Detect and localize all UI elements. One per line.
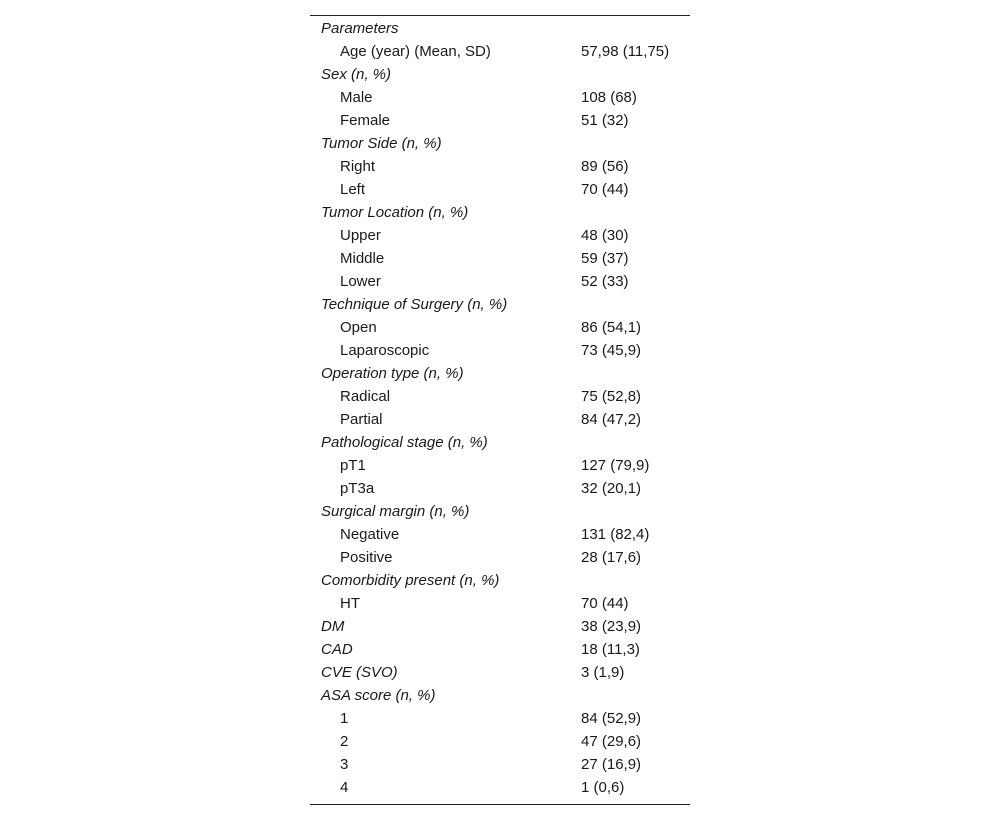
row-label: HT [340, 595, 360, 612]
row-label: 2 [340, 733, 349, 750]
row-value: 89 (56) [581, 158, 629, 175]
row-label: Partial [340, 411, 383, 428]
table-row [310, 339, 690, 362]
table-row [310, 730, 690, 753]
row-value: 73 (45,9) [581, 342, 642, 359]
table-row [310, 523, 690, 546]
row-value: 127 (79,9) [581, 457, 650, 474]
row-label: Radical [340, 388, 391, 405]
row-label: Age (year) (Mean, SD) [340, 43, 491, 60]
row-label: Lower [340, 273, 381, 290]
table-row [310, 86, 690, 109]
row-value: 18 (11,3) [581, 641, 640, 658]
row-label: Technique of Surgery (n, %) [321, 296, 508, 313]
row-value: 28 (17,6) [581, 549, 642, 566]
row-label: Surgical margin (n, %) [321, 503, 470, 520]
row-value [581, 431, 690, 454]
row-value: 48 (30) [581, 227, 629, 244]
row-label: DM [321, 618, 345, 635]
row-label: Operation type (n, %) [321, 365, 464, 382]
table-row [310, 408, 690, 431]
row-label: pT3a [340, 480, 375, 497]
table-row [310, 477, 690, 500]
row-label: Comorbidity present (n, %) [321, 572, 500, 589]
table-row [310, 40, 690, 63]
row-value [581, 569, 690, 592]
table-row [310, 707, 690, 730]
row-label: Negative [340, 526, 400, 543]
table-section-row [310, 684, 690, 707]
row-label: Pathological stage (n, %) [321, 434, 488, 451]
row-label: Laparoscopic [340, 342, 430, 359]
table-section-row [310, 638, 690, 661]
table-row [310, 592, 690, 615]
table-section-row [310, 201, 690, 224]
row-value [581, 132, 690, 155]
table-section-row [310, 661, 690, 684]
table-row [310, 454, 690, 477]
row-value: 86 (54,1) [581, 319, 642, 336]
row-label: 3 [340, 756, 349, 773]
row-value: 70 (44) [581, 595, 629, 612]
row-label: Sex (n, %) [321, 66, 392, 83]
row-label: Right [340, 158, 376, 175]
row-label: Parameters [321, 20, 399, 37]
row-value [581, 500, 690, 523]
row-value: 38 (23,9) [581, 618, 642, 635]
row-value [581, 362, 690, 385]
patient-characteristics-table [310, 15, 690, 805]
row-value: 51 (32) [581, 112, 629, 129]
table-section-row [310, 17, 690, 40]
row-label: Upper [340, 227, 381, 244]
table-row [310, 109, 690, 132]
row-value [581, 17, 690, 40]
table-row [310, 155, 690, 178]
row-value: 108 (68) [581, 89, 637, 106]
row-label: Tumor Location (n, %) [321, 204, 469, 221]
table-row [310, 247, 690, 270]
table-section-row [310, 63, 690, 86]
row-label: CVE (SVO) [321, 664, 398, 681]
table-section-row [310, 615, 690, 638]
row-value [581, 293, 690, 316]
row-value: 47 (29,6) [581, 733, 642, 750]
row-value [581, 684, 690, 707]
row-value: 131 (82,4) [581, 526, 650, 543]
data-table [310, 17, 690, 799]
row-value: 84 (47,2) [581, 411, 642, 428]
table-row [310, 178, 690, 201]
row-value: 32 (20,1) [581, 480, 642, 497]
table-section-row [310, 132, 690, 155]
row-value: 3 (1,9) [581, 664, 625, 681]
row-label: Male [340, 89, 373, 106]
row-label: ASA score (n, %) [321, 687, 436, 704]
table-row [310, 776, 690, 799]
row-value: 27 (16,9) [581, 756, 642, 773]
row-value: 52 (33) [581, 273, 629, 290]
row-label: 1 [340, 710, 349, 727]
row-label: pT1 [340, 457, 366, 474]
table-section-row [310, 431, 690, 454]
row-label: Open [340, 319, 377, 336]
table-section-row [310, 362, 690, 385]
row-value: 84 (52,9) [581, 710, 642, 727]
table-body [310, 17, 690, 799]
row-label: 4 [340, 779, 349, 796]
table-row [310, 224, 690, 247]
row-label: Left [340, 181, 366, 198]
row-label: Tumor Side (n, %) [321, 135, 442, 152]
table-section-row [310, 569, 690, 592]
row-label: Middle [340, 250, 385, 267]
table-row [310, 270, 690, 293]
row-value: 1 (0,6) [581, 779, 625, 796]
row-label: Positive [340, 549, 393, 566]
table-section-row [310, 500, 690, 523]
row-label: CAD [321, 641, 353, 658]
row-value: 70 (44) [581, 181, 629, 198]
row-value: 57,98 (11,75) [581, 43, 670, 60]
row-value: 75 (52,8) [581, 388, 642, 405]
table-row [310, 316, 690, 339]
table-row [310, 385, 690, 408]
row-label: Female [340, 112, 391, 129]
row-value [581, 201, 690, 224]
table-section-row [310, 293, 690, 316]
table-row [310, 546, 690, 569]
table-row [310, 753, 690, 776]
row-value: 59 (37) [581, 250, 629, 267]
row-value [581, 63, 690, 86]
